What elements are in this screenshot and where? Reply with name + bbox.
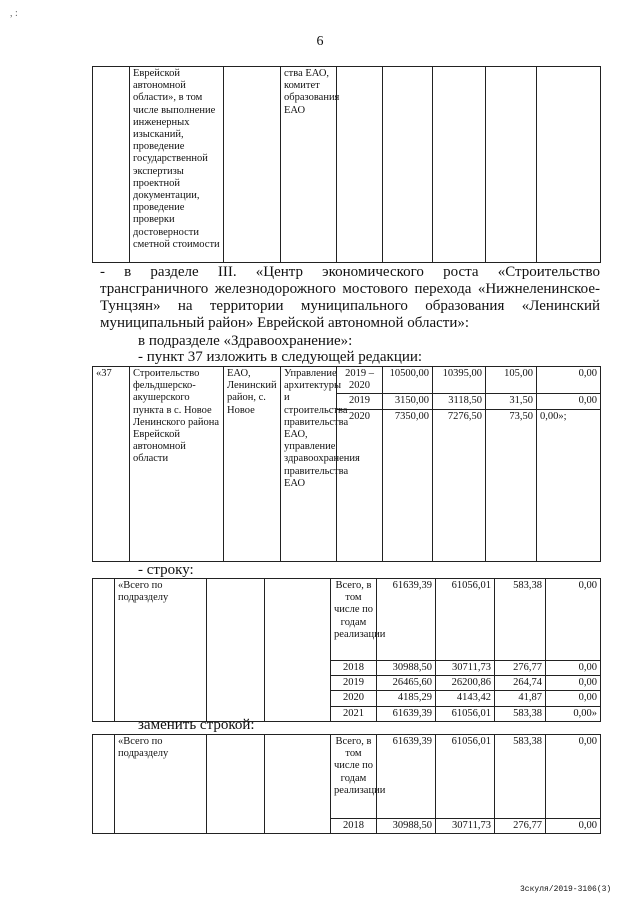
cell-empty [93,67,130,263]
year-cell: Всего, в том числе по годам реализации [331,735,377,819]
regional-cell: 583,38 [495,735,546,819]
municipal-cell: 0,00 [546,661,601,676]
municipal-cell: 0,00 [546,691,601,706]
municipal-cell: 0,00 [546,735,601,819]
year-cell: 2019 [337,394,383,409]
regional-cell: 73,50 [486,409,537,561]
subtotal-label: «Всего по подразделу [115,579,207,722]
total-cell: 61639,39 [377,579,436,661]
municipal-cell: 0,00» [546,706,601,721]
municipal-cell: 0,00 [537,394,601,409]
year-cell: 2020 [337,409,383,561]
federal-cell: 61056,01 [436,706,495,721]
instruction-line: заменить строкой: [138,717,255,733]
year-cell: 2019 – 2020 [337,367,383,394]
table-item-37 [92,366,601,562]
cell-empty [224,67,281,263]
object-name: Строительство фельдшерско-акушерского пункта в с. Новое Ленинского района Еврейской автономной области [130,367,224,562]
total-cell: 7350,00 [383,409,433,561]
total-cell: 61639,39 [377,735,436,819]
regional-cell: 276,77 [495,661,546,676]
municipal-cell: 0,00 [537,367,601,394]
federal-cell: 4143,42 [436,691,495,706]
table-subtotal-old [92,578,601,722]
paragraph-line: муниципальный район» Еврейской автономной области»: [100,315,470,331]
object-location: ЕАО, Ленинский район, с. Новое [224,367,281,562]
instruction-line: - строку: [138,562,194,578]
year-cell: 2018 [331,661,377,676]
municipal-cell: 0,00»; [537,409,601,561]
municipal-cell: 0,00 [546,579,601,661]
measure-name-cell: Еврейской автономной области», в том числе выполнение инженерных изысканий, проведение государственной экспертизы проектной документации, проведение проверки достоверности сметной стоимости [130,67,224,263]
item-number: «37 [93,367,130,562]
subsection-heading: в подразделе «Здравоохранение»: [138,333,353,349]
table-continuation [92,66,601,263]
document-footer-code: 3скуля/2019-3106(3) [520,885,612,894]
federal-cell: 61056,01 [436,735,495,819]
regional-cell: 31,50 [486,394,537,409]
year-cell: 2021 [331,706,377,721]
federal-cell: 26200,86 [436,676,495,691]
total-cell: 10500,00 [383,367,433,394]
total-cell: 30988,50 [377,819,436,834]
federal-cell: 3118,50 [433,394,486,409]
page-number: 6 [316,34,324,49]
federal-cell: 30711,73 [436,661,495,676]
regional-cell: 264,74 [495,676,546,691]
regional-cell: 583,38 [495,706,546,721]
table-subtotal-new [92,734,601,834]
year-cell: 2018 [331,819,377,834]
paragraph-line: Тунцзян» на территории муниципального образования «Ленинский [100,298,600,314]
total-cell: 4185,29 [377,691,436,706]
total-cell: 3150,00 [383,394,433,409]
paragraph-line: - в разделе III. «Центр экономического роста «Строительство [100,264,600,280]
regional-cell: 276,77 [495,819,546,834]
federal-cell: 30711,73 [436,819,495,834]
regional-cell: 583,38 [495,579,546,661]
item-instruction: - пункт 37 изложить в следующей редакции: [138,349,423,365]
federal-cell: 61056,01 [436,579,495,661]
federal-cell: 7276,50 [433,409,486,561]
paragraph-line: трансграничного железнодорожного мостового перехода «Нижнеленинское- [100,281,600,297]
executor-cell: ства ЕАО, комитет образования ЕАО [281,67,337,263]
federal-cell: 10395,00 [433,367,486,394]
year-cell: 2020 [331,691,377,706]
municipal-cell: 0,00 [546,819,601,834]
corner-marks: , : [10,8,18,19]
subtotal-label: «Всего по подразделу [115,735,207,834]
total-cell: 30988,50 [377,661,436,676]
municipal-cell: 0,00 [546,676,601,691]
regional-cell: 105,00 [486,367,537,394]
executor: Управление архитектуры и строительства правительства ЕАО, управление здравоохранения правительства ЕАО [281,367,337,562]
year-cell: Всего, в том числе по годам реализации [331,579,377,661]
total-cell: 26465,60 [377,676,436,691]
year-cell: 2019 [331,676,377,691]
total-cell: 61639,39 [377,706,436,721]
regional-cell: 41,87 [495,691,546,706]
